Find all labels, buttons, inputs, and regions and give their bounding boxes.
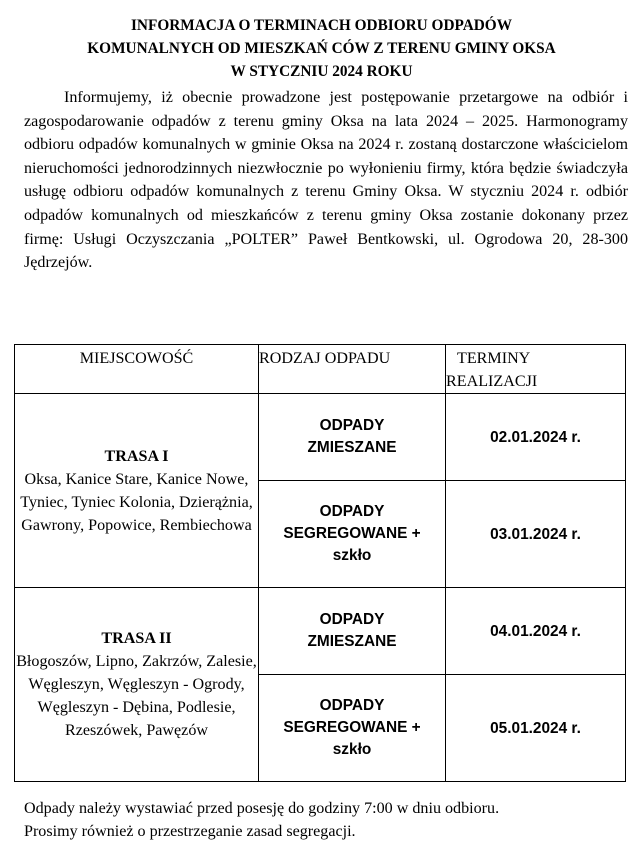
title-line-2: KOMUNALNYCH OD MIESZKAŃ CÓW Z TERENU GMINY OKSA xyxy=(87,40,556,57)
type-line: SEGREGOWANE + xyxy=(283,719,421,736)
header-waste-type: RODZAJ ODPADU xyxy=(259,345,446,394)
table-row xyxy=(15,394,626,481)
type-line: szkło xyxy=(332,547,372,564)
route-1-date-2: 03.01.2024 r. xyxy=(446,481,626,588)
document-title xyxy=(14,14,629,83)
route-2-name: TRASA II xyxy=(101,630,172,647)
route-2-type-2 xyxy=(259,675,446,782)
route-2-date-2: 05.01.2024 r. xyxy=(446,675,626,782)
route-2-cell xyxy=(15,588,259,782)
header-terms-line-1: TERMINY xyxy=(457,350,531,367)
route-2-type-1 xyxy=(259,588,446,675)
type-line: ODPADY xyxy=(319,503,385,520)
footer-line-2: Prosimy również o przestrzeganie zasad segregacji. xyxy=(24,823,356,840)
route-1-type-1 xyxy=(259,394,446,481)
footer-note xyxy=(24,797,634,843)
header-terms xyxy=(446,345,626,394)
intro-paragraph: Informujemy, iż obecnie prowadzone jest postępowanie przetargowe na odbiór i zagospodarowanie odpadów z terenu gminy Oksa na lata 2024 – 2025. Harmonogramy odbioru odpadów komunalnych w gminie Oksa na 2024 r. zostaną dostarczone właścicielom nieruchomości jednorodzinnych niezwłocznie po wyłonieniu firmy, która będzie świadczyła usługę odbioru odpadów komunalnych z terenu Gminy Oksa. W styczniu 2024 r. odbiór odpadów komunalnych od mieszkańców z terenu gminy Oksa zostanie dokonany przez firmę: Usługi Oczyszczania „POLTER” Paweł Bentkowski, ul. Ogrodowa 20, 28-300 Jędrzejów. xyxy=(24,89,628,272)
type-line: szkło xyxy=(332,741,372,758)
header-location: MIEJSCOWOŚĆ xyxy=(15,345,259,394)
footer-line-1: Odpady należy wystawiać przed posesję do godziny 7:00 w dniu odbioru. xyxy=(24,800,500,817)
schedule-table xyxy=(14,344,626,782)
type-line: SEGREGOWANE + xyxy=(283,525,421,542)
type-line: ZMIESZANE xyxy=(307,633,397,650)
route-2-localities: Błogoszów, Lipno, Zakrzów, Zalesie, Węgleszyn, Węgleszyn - Ogrody, Węgleszyn - Dębina, Podlesie, Rzeszówek, Pawęzów xyxy=(16,653,257,739)
route-1-name: TRASA I xyxy=(104,447,169,465)
table-header-row xyxy=(15,345,626,394)
type-line: ODPADY xyxy=(319,697,385,714)
type-line: ZMIESZANE xyxy=(307,439,397,456)
title-line-3: W STYCZNIU 2024 ROKU xyxy=(230,63,413,80)
type-line: ODPADY xyxy=(319,611,385,628)
route-1-date-1: 02.01.2024 r. xyxy=(446,394,626,481)
route-1-cell xyxy=(15,394,259,588)
route-1-type-2 xyxy=(259,481,446,588)
table-row xyxy=(15,588,626,675)
route-2-date-1: 04.01.2024 r. xyxy=(446,588,626,675)
type-line: ODPADY xyxy=(319,417,385,434)
header-terms-line-2: REALIZACJI xyxy=(446,373,538,390)
title-line-1: INFORMACJA O TERMINACH ODBIORU ODPADÓW xyxy=(130,17,512,34)
route-1-localities: Oksa, Kanice Stare, Kanice Nowe, Tyniec, Tyniec Kolonia, Dzierążnia, Gawrony, Popowice, Rembiechowa xyxy=(20,470,253,534)
